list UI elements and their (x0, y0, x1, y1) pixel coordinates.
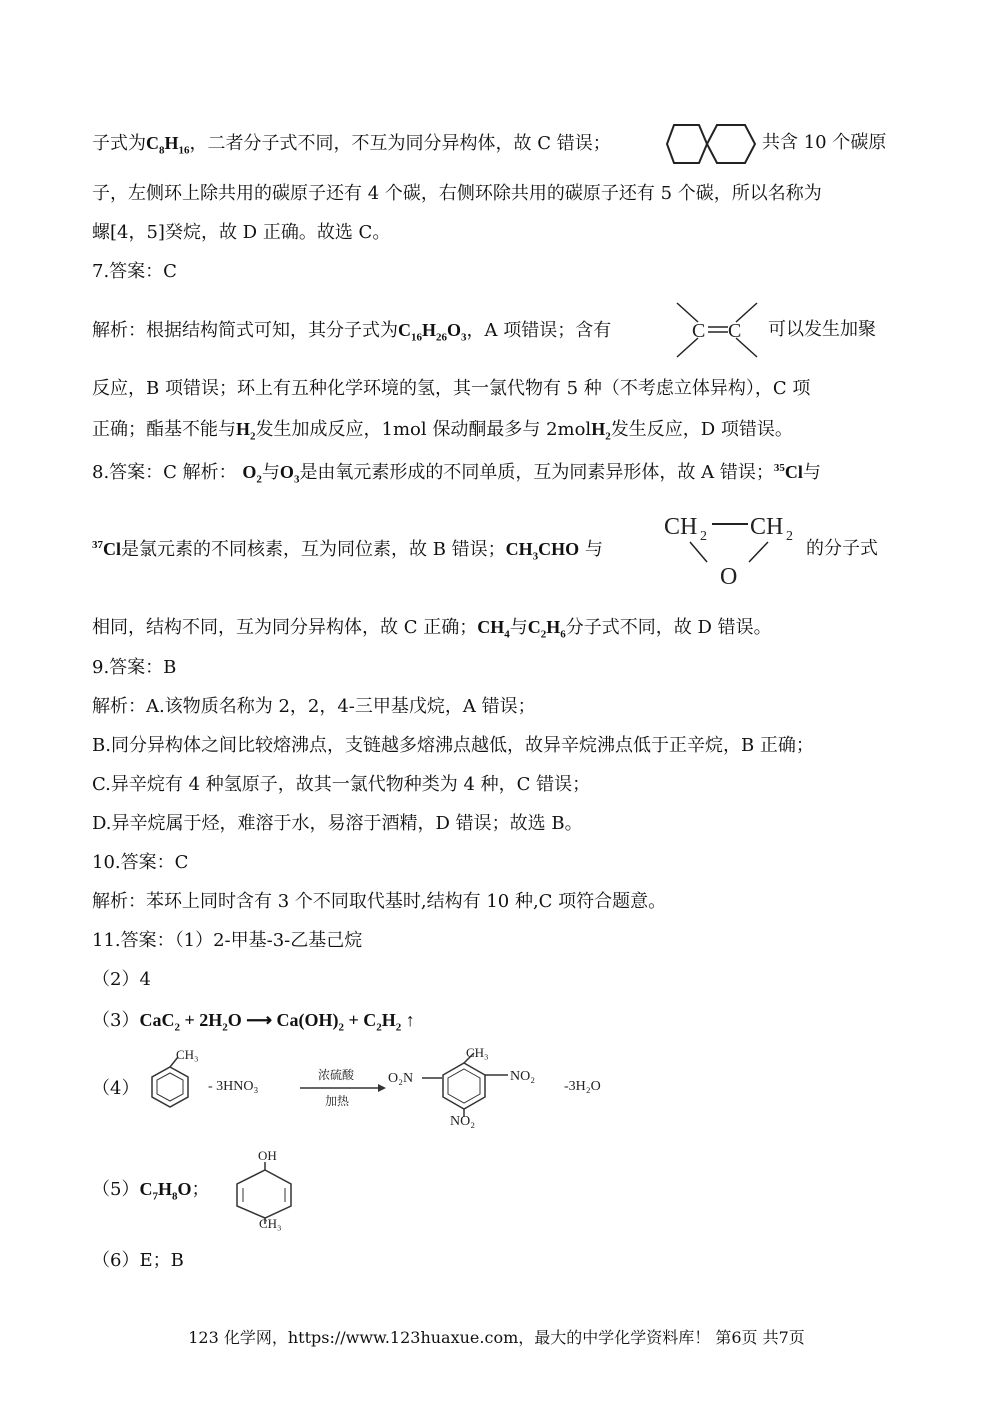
answer-11-4: （4） (92, 1078, 140, 1099)
text-fragment: 与 (802, 462, 821, 483)
formula-ch3cho: $CH_3CHO$ (505, 539, 580, 563)
formula-o3: $O_3$ (279, 462, 300, 486)
formula-c8h16: $C_8H_{16}$ (146, 133, 190, 157)
spiro-decane-structure (665, 120, 760, 168)
subscript-label: 2 (700, 529, 707, 544)
text-fragment: 与 (509, 617, 528, 638)
text-fragment: 发生反应，D 项错误。 (610, 419, 793, 440)
text-fragment: ； (191, 1179, 210, 1200)
ch2-label: CH (664, 514, 698, 540)
condition-bottom: 加热 (325, 1094, 350, 1108)
formula-c7h8o: $C_7H_8O$ (139, 1179, 192, 1203)
carbon-label: C (728, 320, 742, 342)
text-line-10-1: 解析：苯环上同时含有 3 个不同取代基时,结构有 10 种,C 项符合题意。 (92, 891, 667, 912)
text-fragment: 与 (584, 539, 603, 560)
text-fragment: ，A 项错误；含有 (466, 320, 612, 341)
carbon-label: C (692, 320, 706, 342)
answer-11-3 (92, 1011, 415, 1034)
answer-11: 11.答案：（1）2-甲基-3-乙基己烷 (92, 930, 363, 951)
double-bond-structure (672, 300, 762, 360)
oxygen-label: O (720, 564, 738, 590)
text-line-9-2: B.同分异构体之间比较熔沸点，支链越多熔沸点越低，故异辛烷沸点低于正辛烷，B 正确； (92, 735, 814, 756)
text-line-7a-end: 可以发生加聚 (768, 319, 876, 340)
oh-label: OH (258, 1148, 277, 1163)
text-line-9-3: C.异辛烷有 4 种氢原子，故其一氯代物种类为 4 种，C 错误； (92, 774, 591, 795)
formula-c16h26o3: $C_{16}H_{26}O_3$ (398, 320, 467, 344)
text-fragment: 是由氧元素形成的不同单质，互为同素异形体，故 A 错误； (299, 462, 774, 483)
text-fragment: 与 (261, 462, 280, 483)
text-fragment: （3） (92, 1010, 140, 1031)
no2-label: NO₂ (510, 1069, 536, 1084)
formula-h2: $H_2$ (236, 419, 256, 443)
answer-11-5 (92, 1180, 209, 1203)
formula-37cl: $^{37}$Cl (92, 539, 121, 559)
text-fragment: 子式为 (92, 133, 146, 154)
h2o-label: -3H₂O (564, 1079, 601, 1094)
text-line-9 (92, 420, 793, 443)
epoxyethane-structure (664, 510, 799, 590)
formula-35cl: $^{35}$Cl (773, 462, 803, 482)
ch3-label: CH₃ (466, 1045, 489, 1060)
text-fragment: 相同，结构不同，互为同分异构体，故 C 正确； (92, 617, 478, 638)
text-fragment: 8.答案：C 解析： (92, 462, 237, 483)
subscript-label: 2 (786, 529, 793, 544)
answer-11-2: （2）4 (92, 969, 151, 990)
answer-9: 9.答案：B (92, 657, 177, 678)
answer-11-6: （6）E；B (92, 1250, 184, 1271)
text-fragment: 正确；酯基不能与 (92, 419, 236, 440)
text-fragment: 是氯元素的不同核素，互为同位素，故 B 错误； (121, 539, 506, 560)
formula-ch4: $CH_4$ (477, 617, 510, 641)
condition-top: 浓硫酸 (318, 1068, 355, 1082)
ch2-label: CH (750, 514, 784, 540)
toluene-nitration-scheme (140, 1045, 630, 1129)
text-line-8: 反应，B 项错误；环上有五种化学环境的氢，其一氯代物有 5 种（不考虑立体异构），C 项 (92, 378, 811, 399)
equation-3: $CaC_2 + 2H_2O$ ⟶ $Ca(OH)_2 + C_2H_2$ ↑ (139, 1010, 415, 1034)
text-fragment: ，二者分子式不同，不互为同分异构体，故 C 错误； (189, 133, 611, 154)
text-fragment: （5） (92, 1179, 140, 1200)
formula-o2: $O_2$ (242, 462, 262, 486)
answer-8 (92, 463, 821, 486)
p-cresol-structure (225, 1148, 305, 1231)
formula-c2h6: $C_2H_6$ (527, 617, 566, 641)
answer-7: 7.答案：C (92, 261, 177, 282)
text-line-9-4: D.异辛烷属于烃，难溶于水，易溶于酒精，D 错误；故选 B。 (92, 813, 583, 834)
page-footer: 123 化学网，https://www.123huaxue.com，最大的中学化学资料库！ 第6页 共7页 (188, 1328, 805, 1347)
text-line-1 (92, 134, 611, 157)
text-fragment: 发生加成反应，1mol 保动酮最多与 2mol (255, 419, 592, 440)
text-line-1-end: 共含 10 个碳原 (762, 132, 887, 153)
answer-10: 10.答案：C (92, 852, 189, 873)
text-line-11-end: 的分子式 (806, 538, 878, 559)
hno3-label: - 3HNO₃ (208, 1079, 259, 1094)
o2n-label: O₂N (388, 1071, 414, 1086)
text-fragment: 解析：根据结构简式可知，其分子式为 (92, 320, 398, 341)
formula-h2: $H_2$ (591, 419, 611, 443)
no2-label: NO₂ (450, 1114, 476, 1129)
text-line-11 (92, 540, 603, 563)
text-line-3: 螺[4，5]癸烷，故 D 正确。故选 C。 (92, 222, 391, 243)
ch3-label: CH₃ (259, 1216, 282, 1231)
text-line-2: 子，左侧环上除共用的碳原子还有 4 个碳，右侧环除共用的碳原子还有 5 个碳，所以名称为 (92, 183, 822, 204)
text-line-7a (92, 321, 611, 344)
text-line-9-1: 解析：A.该物质名称为 2，2，4-三甲基戊烷，A 错误； (92, 696, 536, 717)
ch3-label: CH₃ (176, 1047, 199, 1062)
text-fragment: 分子式不同，故 D 错误。 (565, 617, 772, 638)
text-line-12 (92, 618, 772, 641)
